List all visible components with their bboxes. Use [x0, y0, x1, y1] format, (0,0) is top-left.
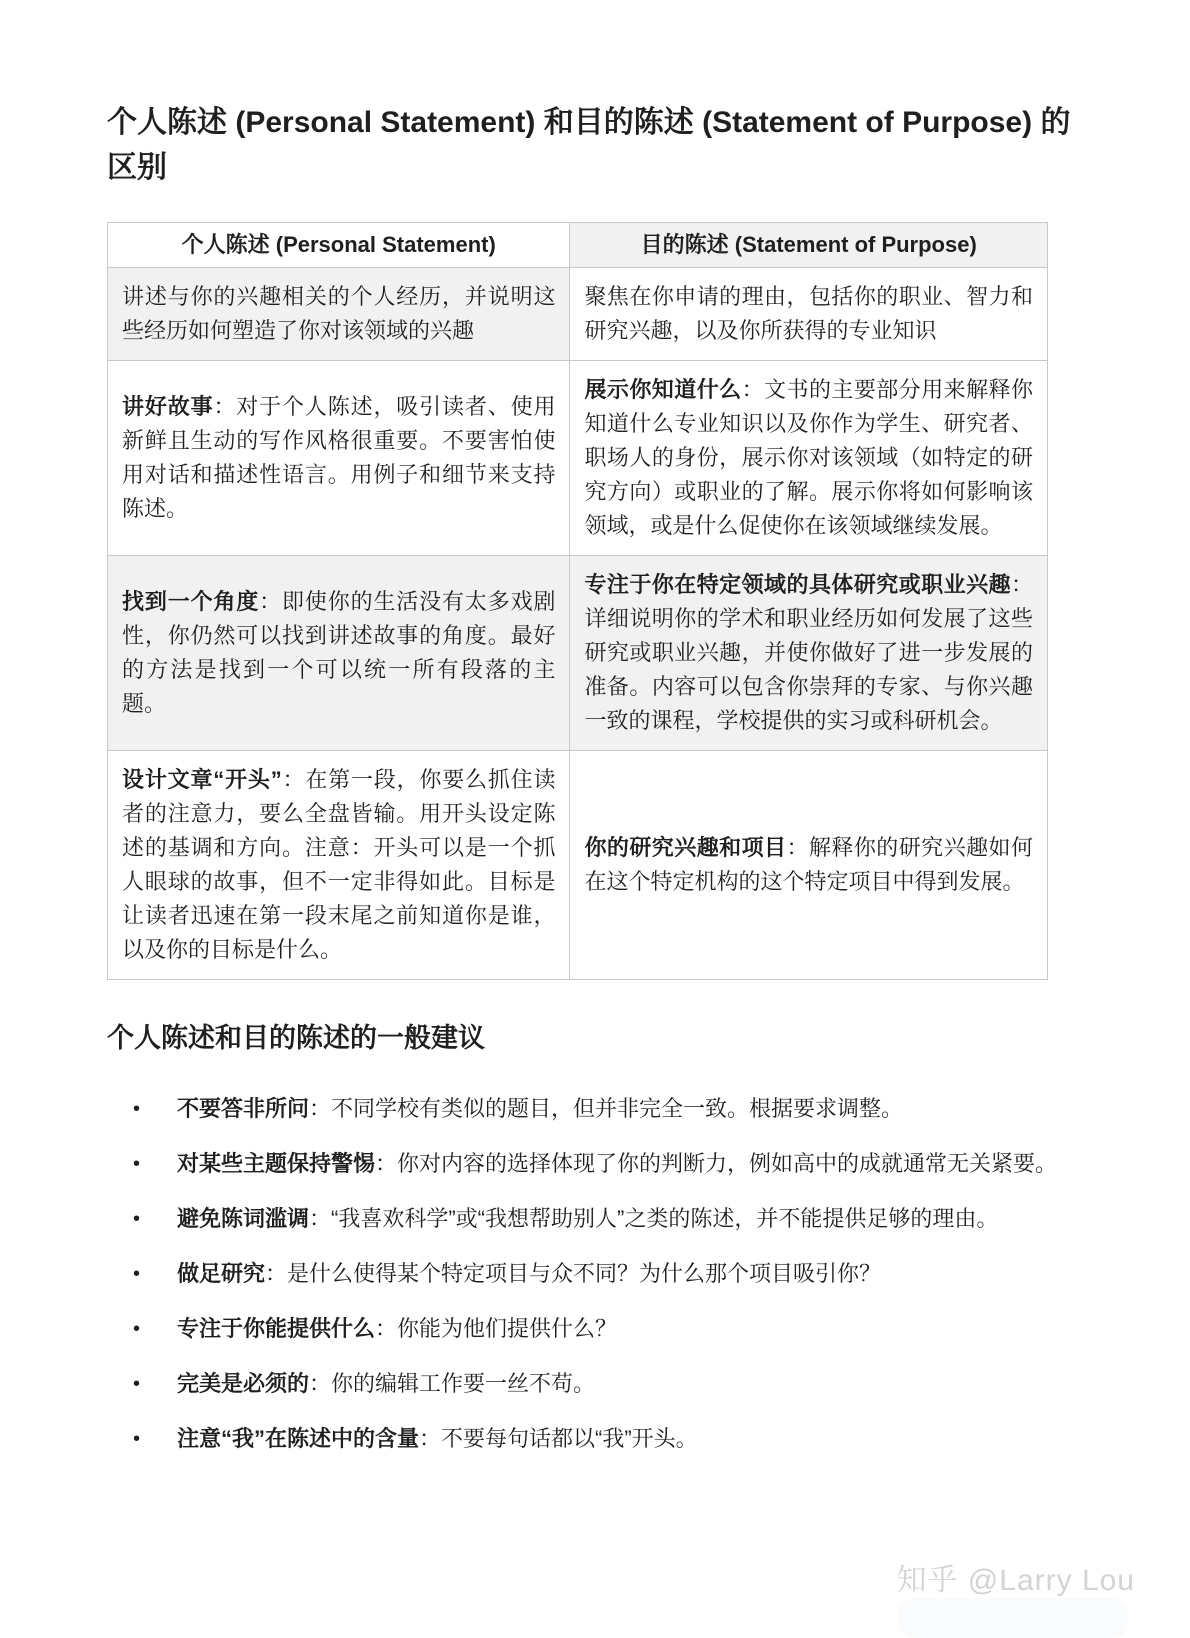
table-cell — [108, 267, 570, 360]
cell-lead: 专注于你在特定领域的具体研究或职业兴趣 — [584, 571, 1011, 597]
list-item-lead: 专注于你能提供什么 — [177, 1315, 376, 1341]
table-row — [108, 360, 1048, 555]
list-item-body: ：不同学校有类似的题目，但并非完全一致。根据要求调整。 — [309, 1095, 904, 1121]
table-cell — [108, 555, 570, 750]
table-cell — [108, 750, 570, 979]
list-item-lead: 避免陈词滥调 — [177, 1205, 310, 1231]
list-item — [133, 1144, 1105, 1184]
table-cell — [108, 360, 570, 555]
list-item-text — [177, 1089, 903, 1129]
list-item — [133, 1419, 1105, 1459]
cell-text: ：解释你的研究兴趣如何在这个特定机构的这个特定项目中得到发展。 — [584, 834, 1033, 894]
list-item-text — [177, 1419, 698, 1459]
cell-text: ：对于个人陈述，吸引读者、使用新鲜且生动的写作风格很重要。不要害怕使用对话和描述性语言。用例子和细节来支持陈述。 — [122, 393, 556, 521]
bullet-icon: • — [133, 1317, 141, 1340]
list-item-body: ：你的编辑工作要一丝不苟。 — [309, 1370, 596, 1396]
cell-text: ：文书的主要部分用来解释你知道什么专业知识以及你作为学生、研究者、职场人的身份，展示你对该领域（如特定的研究方向）或职业的了解。展示你将如何影响该领域，或是什么促使你在该领域继续发展。 — [584, 376, 1033, 538]
bullet-icon: • — [133, 1152, 141, 1175]
list-item-body: ：你能为他们提供什么？ — [375, 1315, 618, 1341]
list-item-body: ：是什么使得某个特定项目与众不同？为什么那个项目吸引你？ — [265, 1260, 882, 1286]
cell-text: 聚焦在你申请的理由，包括你的职业、智力和研究兴趣，以及你所获得的专业知识 — [584, 283, 1033, 343]
table-header-row — [108, 223, 1048, 268]
list-item-text — [177, 1309, 617, 1349]
list-item-body: ：你对内容的选择体现了你的判断力，例如高中的成就通常无关紧要。 — [375, 1150, 1058, 1176]
list-item-body: ：不要每句话都以“我”开头。 — [419, 1425, 698, 1451]
cell-text: ：即使你的生活没有太多戏剧性，你仍然可以找到讲述故事的角度。最好的方法是找到一个可以统一所有段落的主题。 — [122, 588, 556, 716]
list-item — [133, 1254, 1105, 1294]
list-item-lead: 不要答非所问 — [177, 1095, 310, 1121]
table-header-personal-statement: 个人陈述 (Personal Statement) — [108, 223, 570, 268]
list-item — [133, 1199, 1105, 1239]
cell-lead: 讲好故事 — [122, 393, 214, 419]
list-item — [133, 1089, 1105, 1129]
bullet-icon: • — [133, 1372, 141, 1395]
page-title: 个人陈述 (Personal Statement) 和目的陈述 (Statement of Purpose) 的区别 — [107, 106, 1071, 184]
list-item-lead: 完美是必须的 — [177, 1370, 310, 1396]
list-item-lead: 注意“我”在陈述中的含量 — [177, 1425, 420, 1451]
list-item-lead: 做足研究 — [177, 1260, 266, 1286]
table-header-statement-of-purpose: 目的陈述 (Statement of Purpose) — [570, 223, 1048, 268]
list-item-text — [177, 1144, 1057, 1184]
list-item-lead: 对某些主题保持警惕 — [177, 1150, 376, 1176]
table-cell — [570, 555, 1048, 750]
cell-text: ：在第一段，你要么抓住读者的注意力，要么全盘皆输。用开头设定陈述的基调和方向。注意：开头可以是一个抓人眼球的故事，但不一定非得如此。目标是让读者迅速在第一段末尾之前知道你是谁，以及你的目标是什么。 — [122, 766, 556, 962]
bullet-icon: • — [133, 1097, 141, 1120]
table-cell — [570, 750, 1048, 979]
list-item — [133, 1309, 1105, 1349]
table-cell — [570, 267, 1048, 360]
list-item — [133, 1364, 1105, 1404]
table-row — [108, 555, 1048, 750]
table-row — [108, 267, 1048, 360]
table-row — [108, 750, 1048, 979]
bullet-icon: • — [133, 1427, 141, 1450]
cell-text: ：详细说明你的学术和职业经历如何发展了这些研究或职业兴趣，并使你做好了进一步发展的准备。内容可以包含你崇拜的专家、与你兴趣一致的课程，学校提供的实习或科研机会。 — [584, 571, 1033, 733]
cell-lead: 展示你知道什么 — [584, 376, 742, 402]
watermark: 知乎 @Larry Lou — [896, 1564, 1135, 1597]
bullet-icon: • — [133, 1262, 141, 1285]
cell-lead: 设计文章“开头” — [122, 766, 282, 792]
section-heading: 个人陈述和目的陈述的一般建议 — [107, 1022, 485, 1053]
list-item-body: ：“我喜欢科学”或“我想帮助别人”之类的陈述，并不能提供足够的理由。 — [309, 1205, 999, 1231]
cell-lead: 你的研究兴趣和项目 — [584, 834, 787, 860]
faint-badge — [898, 1598, 1128, 1638]
cell-text: 讲述与你的兴趣相关的个人经历，并说明这些经历如何塑造了你对该领域的兴趣 — [122, 283, 556, 343]
comparison-table — [107, 222, 1048, 980]
list-item-text — [177, 1364, 595, 1404]
cell-lead: 找到一个角度 — [122, 588, 260, 614]
list-item-text — [177, 1254, 881, 1294]
list-item-text — [177, 1199, 998, 1239]
bullet-icon: • — [133, 1207, 141, 1230]
advice-list — [107, 1089, 1105, 1459]
table-cell — [570, 360, 1048, 555]
